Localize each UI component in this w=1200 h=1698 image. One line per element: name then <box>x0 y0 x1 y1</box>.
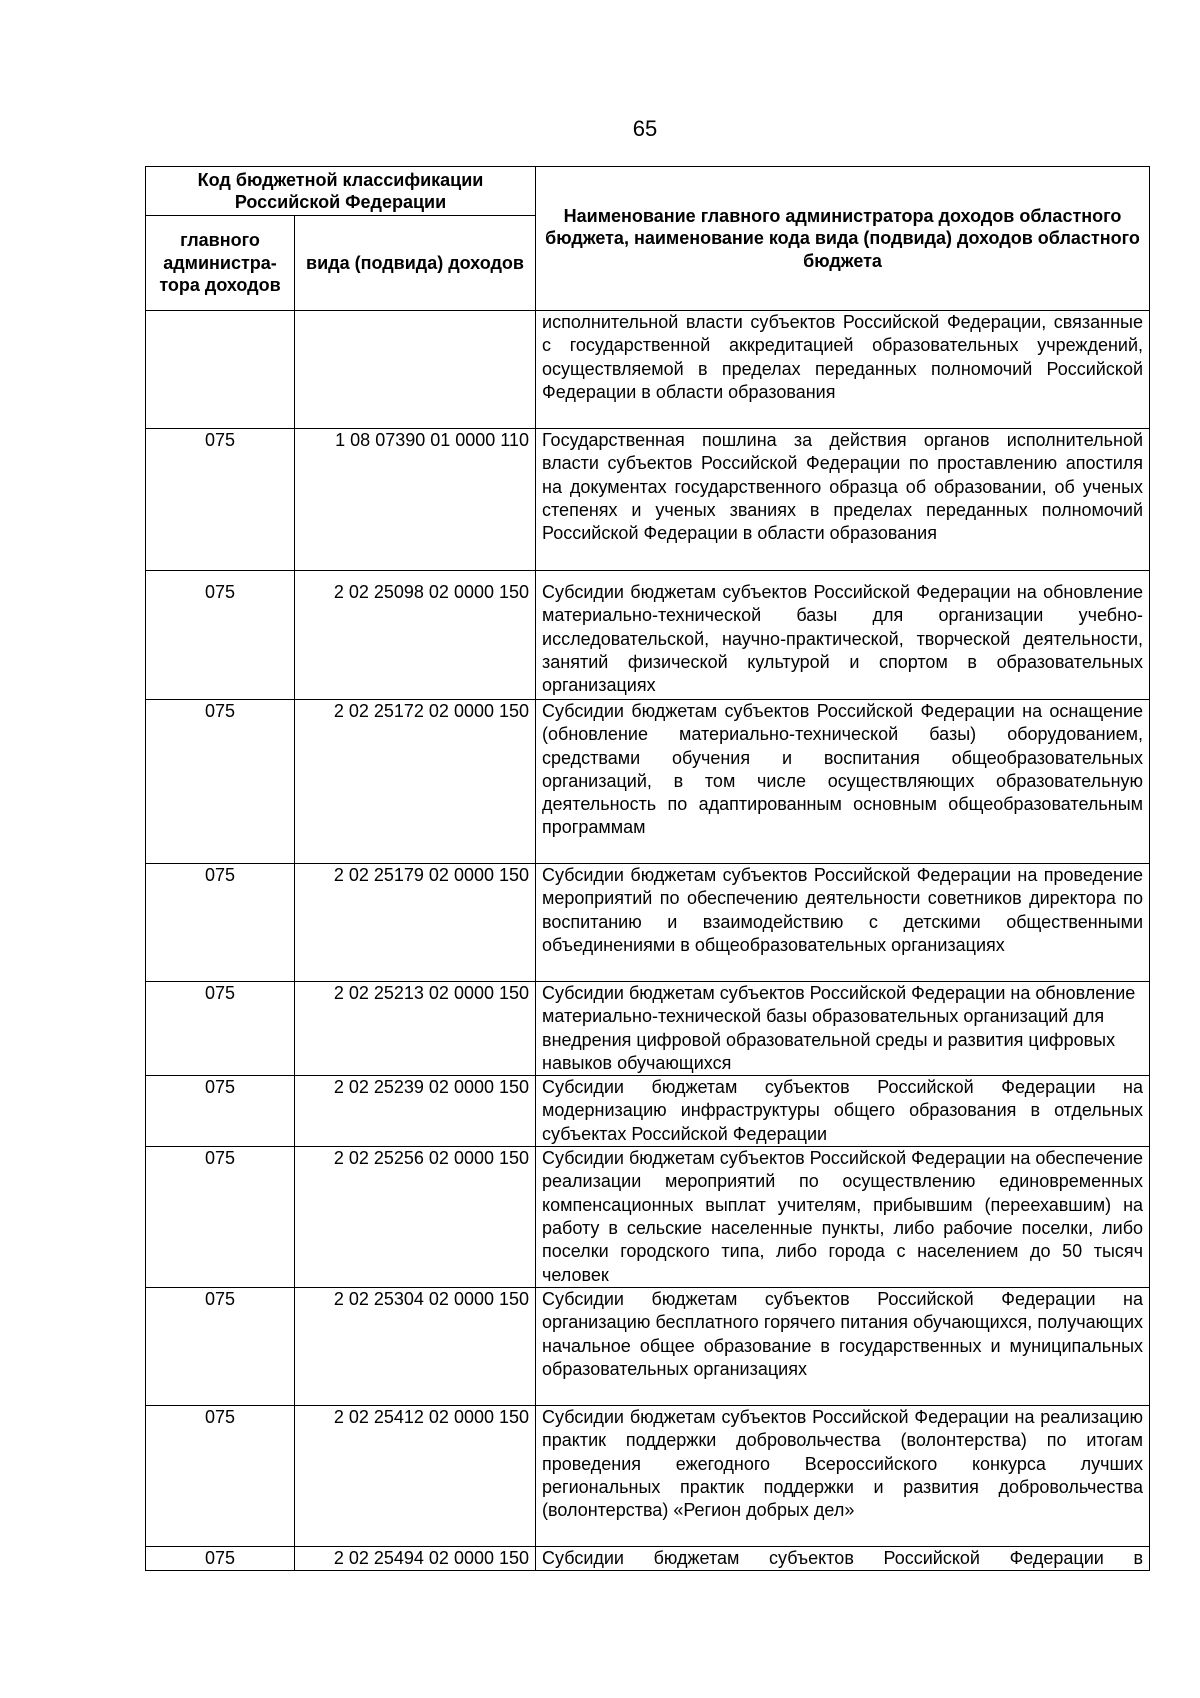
table-row <box>146 1288 1150 1406</box>
income-name-cell: Субсидии бюджетам субъектов Российской Федерации на обновление материально-технической базы образовательных организаций для внедрения цифровой образовательной среды и развития цифровых навыков обучающихся <box>536 982 1150 1076</box>
table-row <box>146 700 1150 864</box>
income-code-cell <box>295 311 536 429</box>
table-row <box>146 571 1150 700</box>
income-name-cell: исполнительной власти субъектов Российской Федерации, связанные с государственной аккредитацией образовательных учреждений, осуществляемой в пределах переданных полномочий Российской Федерации в области образования <box>536 311 1150 429</box>
table-row <box>146 982 1150 1076</box>
table-row <box>146 311 1150 429</box>
admin-code-cell: 075 <box>146 1547 295 1571</box>
table-row <box>146 1076 1150 1147</box>
income-code-cell: 2 02 25494 02 0000 150 <box>295 1547 536 1571</box>
income-code-cell: 2 02 25256 02 0000 150 <box>295 1147 536 1288</box>
table-row <box>146 429 1150 571</box>
table-row <box>146 864 1150 982</box>
income-code-cell: 2 02 25239 02 0000 150 <box>295 1076 536 1147</box>
income-code-cell: 2 02 25179 02 0000 150 <box>295 864 536 982</box>
header-code: вида (подвида) доходов <box>295 216 536 311</box>
income-name-cell: Субсидии бюджетам субъектов Российской Федерации на оснащение (обновление материально-технической базы) оборудованием, средствами обучения и воспитания общеобразовательных организаций, в том числе осуществляющих образовательную деятельность по адаптированным основным общеобразовательным программам <box>536 700 1150 864</box>
income-code-cell: 2 02 25213 02 0000 150 <box>295 982 536 1076</box>
admin-code-cell: 075 <box>146 700 295 864</box>
table-row <box>146 1547 1150 1571</box>
admin-code-cell: 075 <box>146 864 295 982</box>
income-code-cell: 2 02 25172 02 0000 150 <box>295 700 536 864</box>
admin-code-cell: 075 <box>146 1076 295 1147</box>
admin-code-cell: 075 <box>146 982 295 1076</box>
budget-classification-table <box>145 166 1150 1571</box>
income-name-cell: Субсидии бюджетам субъектов Российской Федерации на реализацию практик поддержки добровольчества (волонтерства) по итогам проведения ежегодного Всероссийского конкурса лучших региональных практик поддержки и развития добровольчества (волонтерства) «Регион добрых дел» <box>536 1406 1150 1547</box>
header-code-group: Код бюджетной классификации Российской Федерации <box>146 167 536 216</box>
admin-code-cell: 075 <box>146 1288 295 1406</box>
page-number: 65 <box>632 116 658 141</box>
income-code-cell: 2 02 25304 02 0000 150 <box>295 1288 536 1406</box>
income-code-cell: 2 02 25098 02 0000 150 <box>295 571 536 700</box>
income-name-cell: Субсидии бюджетам субъектов Российской Федерации на модернизацию инфраструктуры общего образования в отдельных субъектах Российской Федерации <box>536 1076 1150 1147</box>
income-code-cell: 2 02 25412 02 0000 150 <box>295 1406 536 1547</box>
header-name: Наименование главного администратора доходов областного бюджета, наименование кода вида (подвида) доходов областного бюджета <box>536 167 1150 311</box>
income-name-cell: Субсидии бюджетам субъектов Российской Федерации на проведение мероприятий по обеспечению деятельности советников директора по воспитанию и взаимодействию с детскими общественными объединениями в общеобразовательных организациях <box>536 864 1150 982</box>
header-admin: главного администра-тора доходов <box>146 216 295 311</box>
income-name-cell: Субсидии бюджетам субъектов Российской Федерации на обновление материально-технической базы для организации учебно-исследовательской, научно-практической, творческой деятельности, занятий физической культурой и спортом в образовательных организациях <box>536 571 1150 700</box>
admin-code-cell: 075 <box>146 429 295 571</box>
income-name-cell: Субсидии бюджетам субъектов Российской Федерации на организацию бесплатного горячего питания обучающихся, получающих начальное общее образование в государственных и муниципальных образовательных организациях <box>536 1288 1150 1406</box>
income-name-cell: Субсидии бюджетам субъектов Российской Федерации на обеспечение реализации мероприятий по осуществлению единовременных компенсационных выплат учителям, прибывшим (переехавшим) на работу в сельские населенные пункты, либо рабочие поселки, либо поселки городского типа, либо города с населением до 50 тысяч человек <box>536 1147 1150 1288</box>
table-row <box>146 1406 1150 1547</box>
income-name-cell: Государственная пошлина за действия органов исполнительной власти субъектов Российской Федерации по проставлению апостиля на документах государственного образца об образовании, об ученых степенях и ученых званиях в пределах переданных полномочий Российской Федерации в области образования <box>536 429 1150 571</box>
admin-code-cell <box>146 311 295 429</box>
income-name-cell: Субсидии бюджетам субъектов Российской Федерации в <box>536 1547 1150 1571</box>
admin-code-cell: 075 <box>146 1406 295 1547</box>
table-row <box>146 1147 1150 1288</box>
admin-code-cell: 075 <box>146 1147 295 1288</box>
income-code-cell: 1 08 07390 01 0000 110 <box>295 429 536 571</box>
admin-code-cell: 075 <box>146 571 295 700</box>
